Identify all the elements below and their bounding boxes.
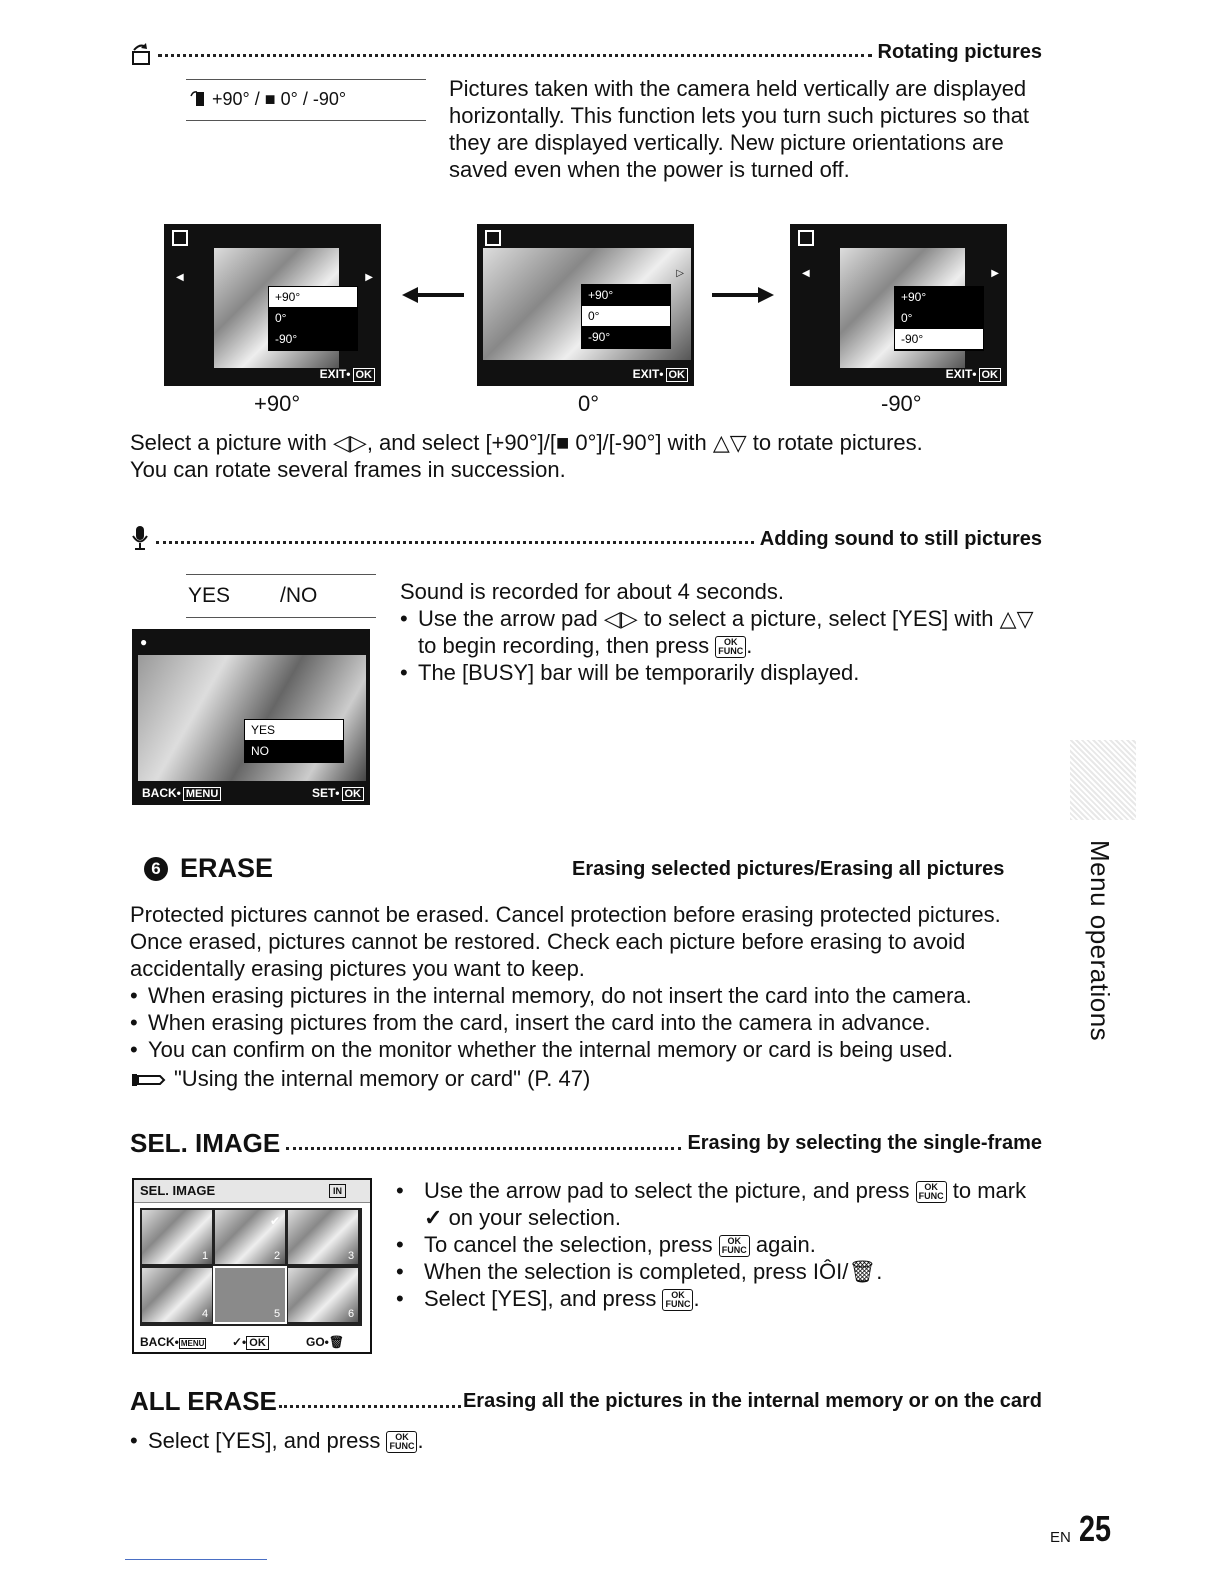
sound-bullet2: • The [BUSY] bar will be temporarily displayed. xyxy=(400,659,1050,686)
rotate-instruction-2: You can rotate several frames in succession. xyxy=(130,457,566,482)
thumb-number: 3 xyxy=(348,1250,355,1262)
sel-step: • When the selection is completed, press IÔI/🗑. xyxy=(396,1258,1056,1285)
microphone-icon xyxy=(130,525,150,551)
thumb-number: 4 xyxy=(202,1308,209,1320)
erase-title-row xyxy=(130,853,273,884)
sound-line1: Sound is recorded for about 4 seconds. xyxy=(400,579,785,604)
ok-func-button-icon: OK FUNC xyxy=(916,1181,947,1203)
checkmark-icon: ✓ xyxy=(424,1205,443,1230)
option-yes: YES xyxy=(188,584,231,607)
arrow-left-icon: ◀ xyxy=(176,272,184,283)
sel-step: • To cancel the selection, press OK FUNC again. xyxy=(396,1231,1056,1258)
rotate-icon xyxy=(172,230,188,246)
arrow-left-indicator xyxy=(400,285,466,310)
mark-hint: ✓• OK xyxy=(232,1335,269,1349)
exit-hint: EXIT• OK xyxy=(320,367,375,382)
all-erase-subtitle: Erasing all the pictures in the internal memory or on the card xyxy=(462,1390,1042,1412)
all-erase-heading-row xyxy=(130,1385,1042,1417)
sel-image-title: SEL. IMAGE xyxy=(130,1128,281,1158)
set-hint: SET• OK xyxy=(312,786,364,801)
rotate-heading-row xyxy=(130,36,1042,64)
all-erase-step: • Select [YES], and press OK FUNC . xyxy=(130,1427,1224,1454)
thumb-number: 2 xyxy=(274,1250,281,1262)
ok-func-button-icon: OK FUNC xyxy=(386,1431,417,1453)
menu-item[interactable]: 0° xyxy=(582,306,670,327)
thumb-number: 5 xyxy=(274,1308,281,1320)
rotate-screen-plus90 xyxy=(164,224,381,386)
arrow-right-icon: ▶ xyxy=(365,272,373,283)
option-no: /NO xyxy=(280,584,318,607)
erase-para1: Protected pictures cannot be erased. Cancel protection before erasing protected pictures. xyxy=(130,902,1001,927)
erase-bullet: • When erasing pictures from the card, insert the card into the camera in advance. xyxy=(130,1009,1050,1036)
rotate-menu xyxy=(581,284,671,349)
back-hint: BACK• MENU xyxy=(140,1335,205,1349)
erase-para3: accidentally erasing pictures you want to keep. xyxy=(130,956,585,981)
sel-image-screen-title: SEL. IMAGE xyxy=(140,1183,216,1198)
back-hint: BACK• MENU xyxy=(142,786,221,801)
ok-func-button-icon: OK FUNC xyxy=(715,636,746,658)
caption-plus90: +90° xyxy=(254,391,301,416)
rotate-icon xyxy=(130,42,152,64)
sound-menu xyxy=(244,719,344,763)
sound-bullet1: • Use the arrow pad ◁▷ to select a picture, select [YES] with △▽ to begin recording, then press OK FUNC . xyxy=(400,605,1050,659)
rotate-description: Pictures taken with the camera held vertically are displayed horizontally. This function lets you turn such pictures so that they are displayed vertically. New picture orientations are saved even when the power is turned off. xyxy=(449,76,1030,182)
menu-item[interactable]: -90° xyxy=(582,327,670,348)
menu-item[interactable]: +90° xyxy=(895,287,983,308)
arrow-left-icon: ◀ xyxy=(802,268,810,279)
reference-icon xyxy=(130,1068,174,1090)
rotate-options-box xyxy=(186,79,426,121)
rotate-screen-minus90 xyxy=(790,224,1007,386)
menu-item[interactable]: -90° xyxy=(895,329,983,350)
erase-bullet: • When erasing pictures in the internal memory, do not insert the card into the camera. xyxy=(130,982,1050,1009)
thumb-number: 6 xyxy=(348,1308,355,1320)
menu-item-yes[interactable]: YES xyxy=(245,720,343,741)
rotate-menu xyxy=(894,286,984,351)
menu-item[interactable]: 0° xyxy=(895,308,983,329)
ok-func-button-icon: OK FUNC xyxy=(662,1289,693,1311)
ok-func-button-icon: OK FUNC xyxy=(719,1235,750,1257)
sel-step-cont: ✓ on your selection. xyxy=(424,1205,621,1230)
erase-subtitle: Erasing selected pictures/Erasing all pictures xyxy=(572,858,1005,880)
rotate-options: +90° / ■ 0° / -90° xyxy=(212,89,347,109)
sound-options-box xyxy=(186,574,376,618)
rotate-icon xyxy=(798,230,814,246)
arrow-right-indicator xyxy=(710,285,776,310)
section-tab-marker xyxy=(1070,740,1136,820)
caption-zero: 0° xyxy=(578,391,600,416)
language-label: EN xyxy=(1050,1529,1071,1546)
page-number: 25 xyxy=(1078,1508,1111,1549)
reference-link[interactable]: "Using the internal memory or card" (P. 47) xyxy=(174,1066,591,1091)
rotate-menu xyxy=(268,286,358,351)
rotate-icon xyxy=(485,230,501,246)
go-hint: GO•🗑 xyxy=(306,1335,345,1349)
menu-item[interactable]: -90° xyxy=(269,329,357,350)
sel-step: • Use the arrow pad to select the picture, and press OK FUNC to mark xyxy=(396,1177,1056,1204)
sel-image-steps xyxy=(396,1177,1056,1312)
menu-item[interactable]: +90° xyxy=(269,287,357,308)
erase-para2: Once erased, pictures cannot be restored. Check each picture before erasing to avoid xyxy=(130,929,966,954)
rotate-screen-zero xyxy=(477,224,694,386)
erase-bullet: • You can confirm on the monitor whether the internal memory or card is being used. xyxy=(130,1036,1050,1063)
sound-heading-row xyxy=(130,523,1042,551)
sound-screen xyxy=(132,629,370,805)
menu-item-no[interactable]: NO xyxy=(245,741,343,762)
rotate-left-icon xyxy=(190,90,206,108)
all-erase-title: ALL ERASE xyxy=(130,1386,277,1416)
exit-hint: EXIT• OK xyxy=(946,367,1001,382)
arrow-right-icon: ▶ xyxy=(991,268,999,279)
microphone-icon: ● xyxy=(140,635,148,649)
rotate-heading: Rotating pictures xyxy=(877,41,1042,63)
sound-heading: Adding sound to still pictures xyxy=(759,528,1042,550)
erase-title: ERASE xyxy=(180,853,274,883)
sel-image-subtitle: Erasing by selecting the single-frame xyxy=(687,1132,1042,1154)
thumb-number: 1 xyxy=(202,1250,209,1262)
rotate-instruction-1: Select a picture with ◁▷, and select [+90°]/[■ 0°]/[-90°] with △▽ to rotate pictures. xyxy=(130,430,923,455)
footer-rule xyxy=(125,1559,267,1560)
menu-item[interactable]: 0° xyxy=(269,308,357,329)
caption-minus90: -90° xyxy=(881,391,922,416)
sel-image-heading-row xyxy=(130,1127,1042,1159)
erase-body xyxy=(130,901,1050,1092)
sidebar-label: Menu operations xyxy=(1085,840,1115,1042)
menu-item[interactable]: +90° xyxy=(582,285,670,306)
number-badge: 6 xyxy=(144,857,168,881)
memory-icon: IN xyxy=(329,1184,346,1198)
page-number-block xyxy=(1050,1508,1115,1550)
checkmark-icon: ✔ xyxy=(270,1214,281,1228)
sound-text xyxy=(400,578,1050,686)
sel-image-screen xyxy=(132,1178,372,1354)
arrow-right-icon: ▷ xyxy=(676,268,684,279)
exit-hint: EXIT• OK xyxy=(633,367,688,382)
erase-button-icon: IÔI/🗑. xyxy=(812,1259,883,1284)
sel-step: • Select [YES], and press OK FUNC . xyxy=(396,1285,1056,1312)
